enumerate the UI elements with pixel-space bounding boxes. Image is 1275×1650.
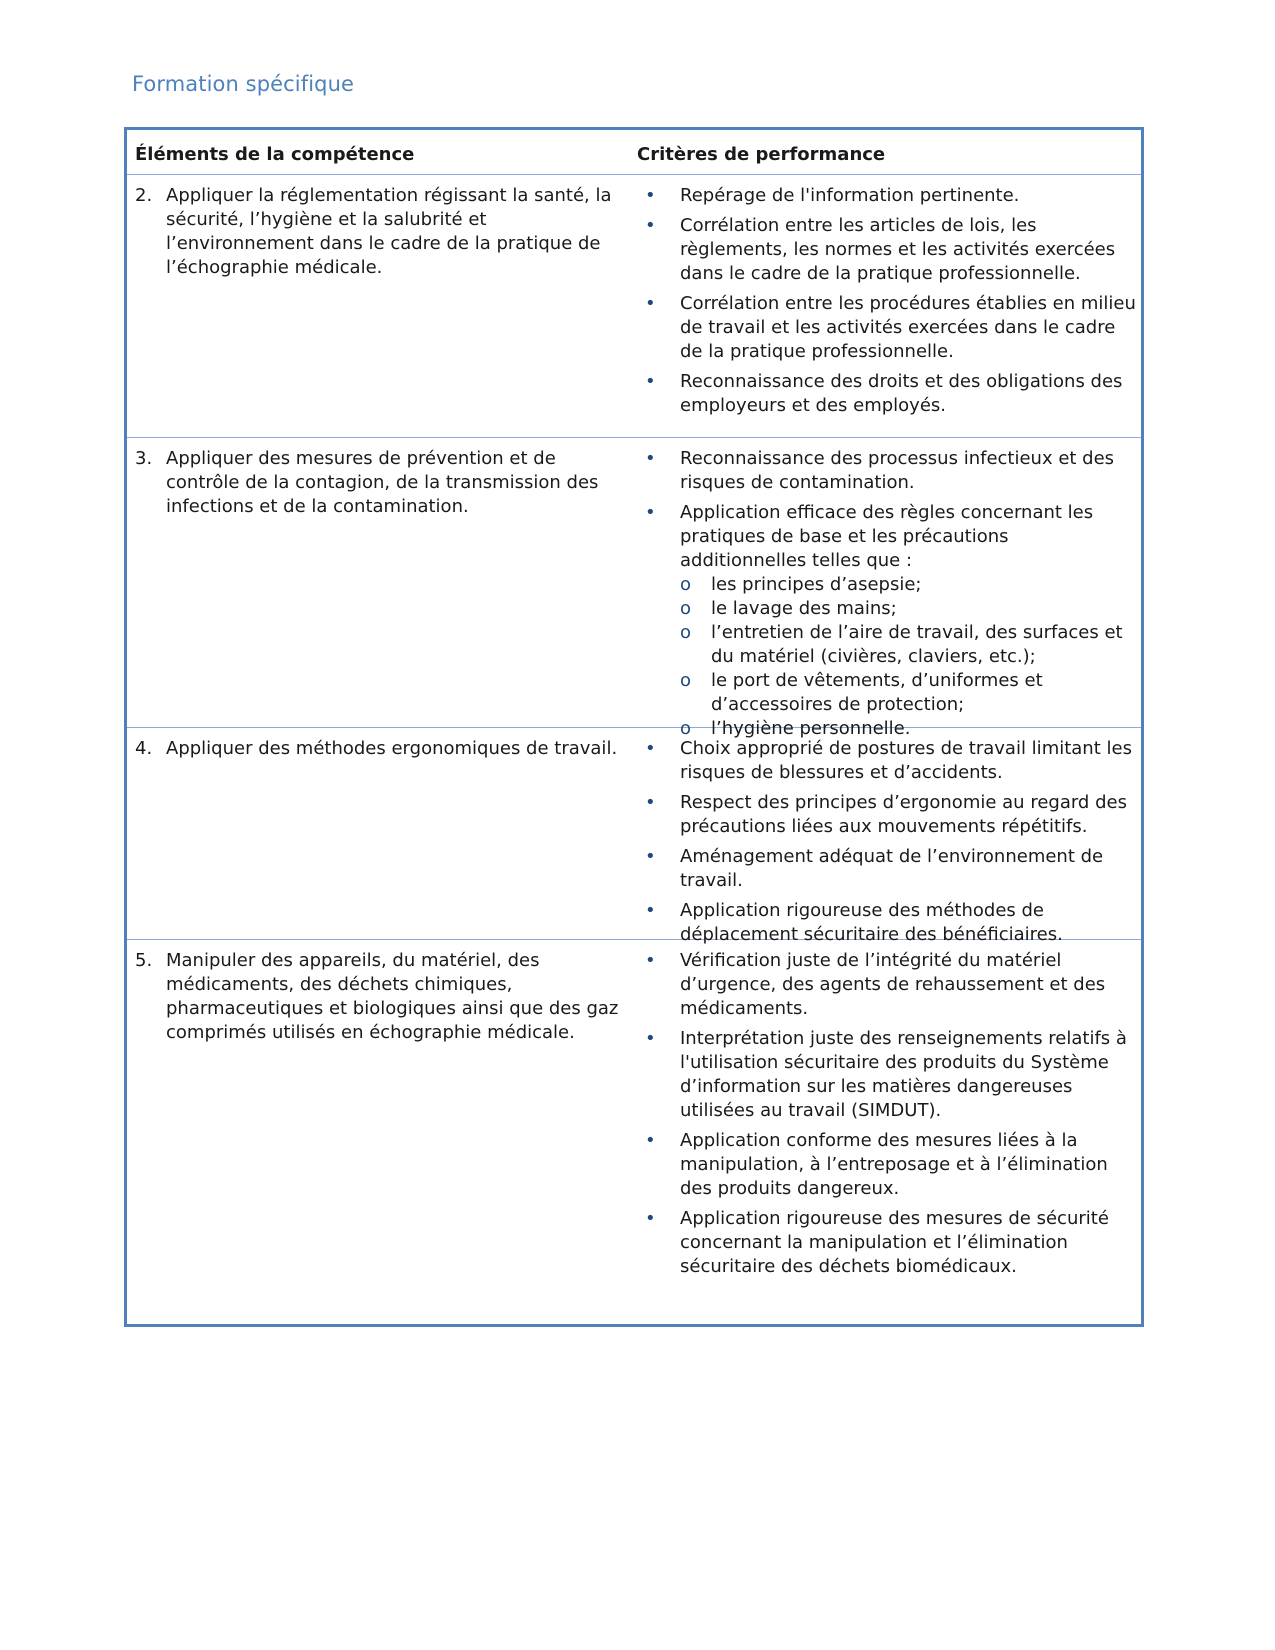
competence-table	[124, 127, 1144, 1327]
criterion-item	[637, 501, 1137, 741]
bullet-icon: •	[645, 448, 656, 469]
table-row	[127, 727, 1141, 945]
sub-criterion-item	[680, 573, 1137, 597]
bullet-icon: •	[645, 185, 656, 206]
element-text: Appliquer des méthodes ergonomiques de travail.	[166, 738, 618, 759]
criterion-item	[637, 184, 1137, 208]
criterion-item	[637, 949, 1137, 1021]
competence-element	[135, 949, 625, 1045]
sub-bullet-icon: o	[680, 574, 692, 595]
criterion-text: Respect des principes d’ergonomie au regard des précautions liées aux mouvements répétitifs.	[680, 792, 1127, 837]
bullet-icon: •	[645, 792, 656, 813]
criterion-item	[637, 447, 1137, 495]
criterion-item	[637, 791, 1137, 839]
header-criteria: Critères de performance	[637, 144, 886, 165]
criterion-item	[637, 737, 1137, 785]
criteria-list	[637, 737, 1137, 947]
sub-bullet-icon: o	[680, 670, 692, 691]
competence-element	[135, 184, 625, 280]
criterion-text: Corrélation entre les procédures établies en milieu de travail et les activités exercées dans le cadre de la pratique professionnelle.	[680, 293, 1136, 362]
criteria-cell	[637, 737, 1137, 953]
page-title: Formation spécifique	[132, 72, 355, 96]
table-row	[127, 939, 1141, 1324]
bullet-icon: •	[645, 215, 656, 236]
sub-bullet-icon: o	[680, 622, 692, 643]
bullet-icon: •	[645, 1208, 656, 1229]
criterion-item	[637, 1207, 1137, 1279]
bullet-icon: •	[645, 1130, 656, 1151]
bullet-icon: •	[645, 371, 656, 392]
element-cell	[135, 949, 625, 1045]
criterion-text: Reconnaissance des processus infectieux et des risques de contamination.	[680, 448, 1115, 493]
criterion-text: Interprétation juste des renseignements relatifs à l'utilisation sécuritaire des produits du Système d’information sur les matières dangereuses utilisées au travail (SIMDUT).	[680, 1028, 1127, 1121]
bullet-icon: •	[645, 950, 656, 971]
criterion-item	[637, 214, 1137, 286]
criterion-text: Application efficace des règles concernant les pratiques de base et les précautions additionnelles telles que :	[680, 502, 1094, 571]
sub-criterion-text: l’hygiène personnelle.	[711, 718, 911, 739]
criteria-cell	[637, 447, 1137, 747]
sub-criterion-text: le port de vêtements, d’uniformes et d’accessoires de protection;	[711, 670, 1043, 715]
criteria-cell	[637, 184, 1137, 424]
criterion-item	[637, 1129, 1137, 1201]
element-cell	[135, 447, 625, 519]
sub-criterion-item	[680, 621, 1137, 669]
table-row	[127, 174, 1141, 438]
criteria-list	[637, 184, 1137, 418]
sub-bullet-icon: o	[680, 598, 692, 619]
criterion-text: Application rigoureuse des mesures de sécurité concernant la manipulation et l’élimination sécuritaire des déchets biomédicaux.	[680, 1208, 1109, 1277]
table-header-row	[127, 130, 1141, 175]
sub-criterion-item	[680, 597, 1137, 621]
sub-criterion-item	[680, 669, 1137, 717]
criterion-item	[637, 292, 1137, 364]
element-number: 5.	[135, 950, 153, 971]
element-cell	[135, 184, 625, 280]
element-text: Appliquer la réglementation régissant la santé, la sécurité, l’hygiène et la salubrité et l’environnement dans le cadre de la pratique de l’échographie médicale.	[166, 185, 612, 278]
bullet-icon: •	[645, 502, 656, 523]
bullet-icon: •	[645, 900, 656, 921]
header-elements: Éléments de la compétence	[135, 144, 415, 165]
criterion-item	[637, 1027, 1137, 1123]
criterion-item	[637, 845, 1137, 893]
element-number: 3.	[135, 448, 153, 469]
criterion-item	[637, 370, 1137, 418]
criterion-text: Vérification juste de l’intégrité du matériel d’urgence, des agents de rehaussement et des médicaments.	[680, 950, 1106, 1019]
criteria-cell	[637, 949, 1137, 1285]
bullet-icon: •	[645, 846, 656, 867]
competence-element	[135, 737, 625, 761]
sub-criterion-text: le lavage des mains;	[711, 598, 897, 619]
element-number: 4.	[135, 738, 153, 759]
bullet-icon: •	[645, 293, 656, 314]
criteria-list	[637, 447, 1137, 741]
criterion-text: Choix approprié de postures de travail limitant les risques de blessures et d’accidents.	[680, 738, 1132, 783]
bullet-icon: •	[645, 738, 656, 759]
sub-criteria-list	[680, 573, 1137, 741]
criterion-text: Repérage de l'information pertinente.	[680, 185, 1020, 206]
sub-criterion-text: les principes d’asepsie;	[711, 574, 922, 595]
table-row	[127, 437, 1141, 739]
criterion-text: Reconnaissance des droits et des obligations des employeurs et des employés.	[680, 371, 1123, 416]
competence-element	[135, 447, 625, 519]
sub-bullet-icon: o	[680, 718, 692, 739]
criterion-text: Aménagement adéquat de l’environnement de travail.	[680, 846, 1104, 891]
element-text: Manipuler des appareils, du matériel, des médicaments, des déchets chimiques, pharmaceutiques et biologiques ainsi que des gaz comprimés utilisés en échographie médicale.	[166, 950, 619, 1043]
element-cell	[135, 737, 625, 761]
criterion-text: Application rigoureuse des méthodes de déplacement sécuritaire des bénéficiaires.	[680, 900, 1063, 945]
criteria-list	[637, 949, 1137, 1279]
criterion-text: Corrélation entre les articles de lois, les règlements, les normes et les activités exercées dans le cadre de la pratique professionnelle.	[680, 215, 1116, 284]
criterion-text: Application conforme des mesures liées à la manipulation, à l’entreposage et à l’élimination des produits dangereux.	[680, 1130, 1108, 1199]
sub-criterion-text: l’entretien de l’aire de travail, des surfaces et du matériel (civières, claviers, etc.);	[711, 622, 1123, 667]
element-number: 2.	[135, 185, 153, 206]
element-text: Appliquer des mesures de prévention et de contrôle de la contagion, de la transmission des infections et de la contamination.	[166, 448, 599, 517]
bullet-icon: •	[645, 1028, 656, 1049]
